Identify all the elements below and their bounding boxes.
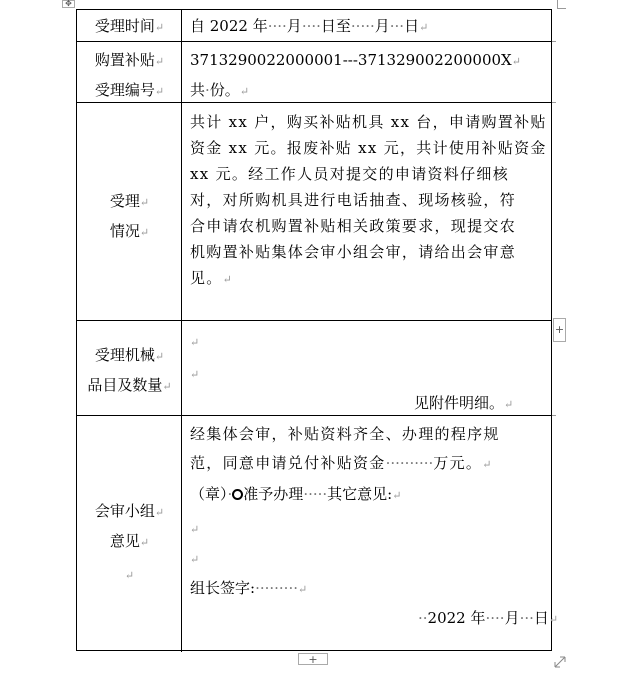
approve-label: 准予办理 bbox=[243, 485, 304, 503]
insert-row-button[interactable]: + bbox=[553, 318, 566, 342]
label-subsidy-number-1: 购置补贴↵ bbox=[94, 51, 165, 69]
status-paragraph: 共计 xx 户，购买补贴机具 xx 台，申请购置补贴 资金 xx 元。报废补贴 xx 元，共计使用补贴资金 xx 元。经工作人员对提交的申请资料仔细核 对，对所购机具进行电话抽查、现场核验，符 合申请农机购置补贴相关政策要求，现提交农 机购置补贴集体会审小组会审，请给出会审意 见。↵ bbox=[190, 113, 547, 287]
row-review-opinion: 会审小组↵ 意见↵ ↵ 经集体会审，补贴资料齐全、办理的程序规 范，同意申请兑付补贴资金··········万元。↵ （章）· 准予办理·····其它意见:↵ ↵ ↵ 组长签字:·········↵ ··2022 年····月···日↵ bbox=[77, 416, 551, 652]
approve-radio[interactable] bbox=[232, 489, 243, 500]
review-line-3: （章）· 准予办理·····其它意见:↵ bbox=[190, 485, 402, 503]
review-line-2: 范，同意申请兑付补贴资金··········万元。↵ bbox=[190, 454, 493, 472]
subsidy-copy-count: 共·份。↵ bbox=[190, 81, 250, 99]
subsidy-number-range: 3713290022000001---371329002200000X↵ bbox=[190, 51, 521, 69]
label-acceptance-time: 受理时间 bbox=[94, 17, 155, 35]
row-acceptance-status bbox=[77, 103, 551, 321]
leader-signature: 组长签字:·········↵ bbox=[190, 579, 308, 597]
row-subsidy-number bbox=[77, 42, 551, 103]
insert-column-button[interactable]: + bbox=[298, 653, 328, 665]
label-review-1: 会审小组↵ bbox=[94, 502, 165, 520]
label-catalog-2: 品目及数量↵ bbox=[87, 376, 172, 394]
table-edge-marker bbox=[552, 41, 556, 42]
review-line-1: 经集体会审，补贴资料齐全、办理的程序规 bbox=[190, 425, 500, 443]
row-acceptance-time: 受理时间↵ 自 2022 年····月····日至·····月···日↵ bbox=[77, 10, 551, 42]
label-catalog-1: 受理机械↵ bbox=[94, 346, 165, 364]
seal-label: （章） bbox=[190, 485, 228, 503]
catalog-note: 见附件明细。↵ bbox=[414, 394, 514, 412]
resize-icon bbox=[553, 655, 567, 669]
acceptance-time-value: 自 2022 年····月····日至·····月···日↵ bbox=[190, 17, 429, 35]
label-subsidy-number-2: 受理编号↵ bbox=[94, 81, 165, 99]
crop-mark-top-right bbox=[557, 0, 566, 9]
table-resize-handle[interactable] bbox=[553, 654, 567, 668]
acceptance-table bbox=[76, 9, 559, 651]
label-review-2: 意见↵ bbox=[109, 532, 150, 550]
other-opinion-label: 其它意见: bbox=[327, 485, 393, 503]
row-machinery-catalog: 受理机械↵ 品目及数量↵ ↵ ↵ 见附件明细。↵ bbox=[77, 321, 551, 416]
table-edge-marker bbox=[552, 415, 556, 416]
review-date: ··2022 年····月···日↵ bbox=[418, 609, 559, 627]
table-edge-marker bbox=[552, 102, 556, 103]
label-status-1: 受理↵ bbox=[109, 192, 150, 210]
label-status-2: 情况↵ bbox=[109, 222, 150, 240]
table-move-handle[interactable]: ✥ bbox=[62, 0, 75, 8]
